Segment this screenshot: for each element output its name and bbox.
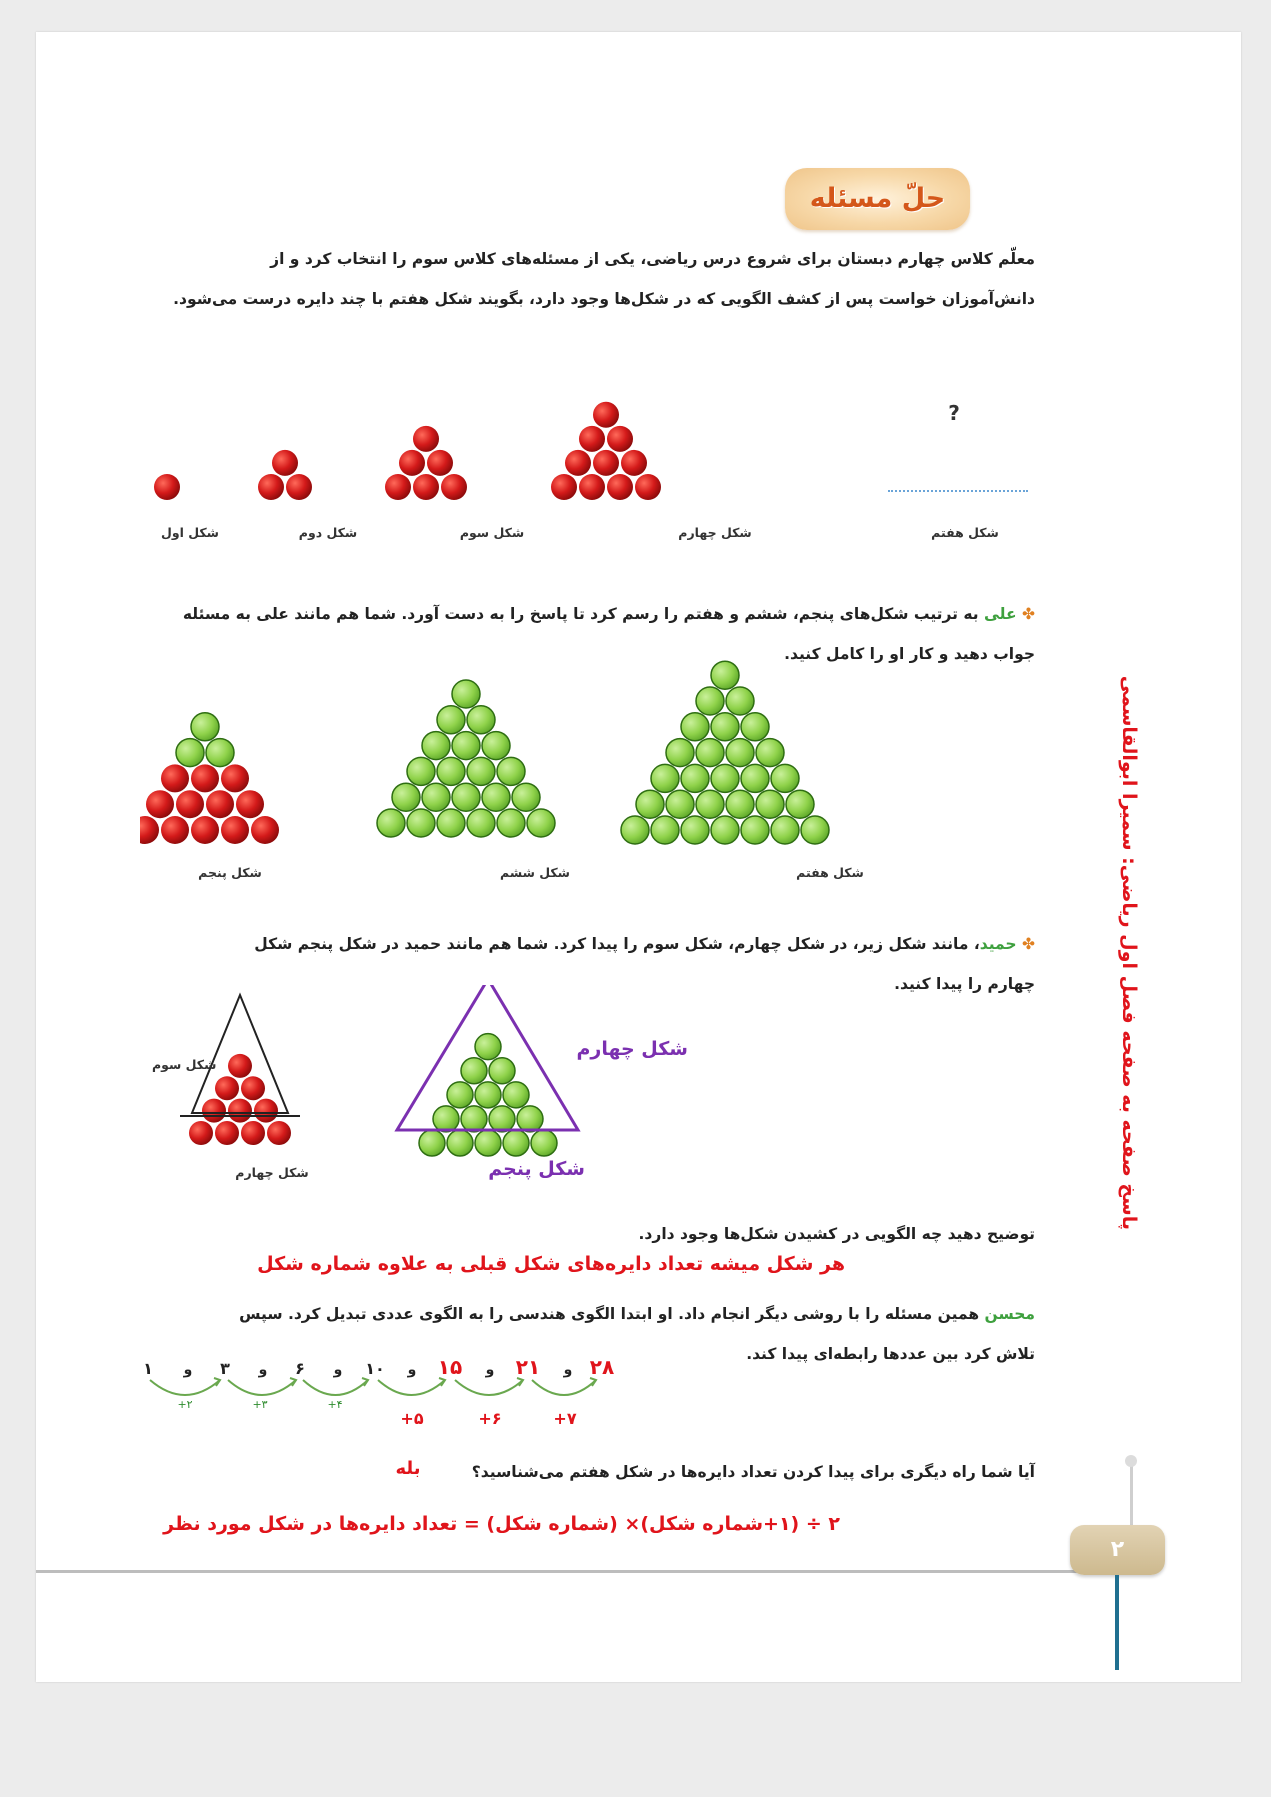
- green-circle: [475, 1082, 501, 1108]
- sequence-op: +۳: [252, 1398, 268, 1411]
- sequence-arc: [150, 1380, 220, 1395]
- green-circle: [741, 713, 769, 741]
- red-circle: [202, 1099, 226, 1123]
- green-circle: [711, 764, 739, 792]
- red-circle: [579, 426, 605, 452]
- bullet-icon: ✤: [1022, 935, 1035, 953]
- label-third-in-fourth: شکل سوم: [152, 1057, 217, 1072]
- intro-line-1: معلّم کلاس چهارم دبستان برای شروع درس ریاضی، یکی از مسئله‌های کلاس سوم را انتخاب کرد و از: [270, 250, 1035, 268]
- pattern-circle: [251, 816, 279, 844]
- green-circle: [711, 816, 739, 844]
- red-circle: [215, 1076, 239, 1100]
- red-circle: [385, 474, 411, 500]
- label-first-shape: شکل اول: [161, 525, 219, 540]
- handwritten-op: +۶: [478, 1409, 502, 1428]
- red-circle: [254, 1099, 278, 1123]
- red-circle: [272, 450, 298, 476]
- green-circle: [621, 816, 649, 844]
- red-circle: [565, 450, 591, 476]
- green-circle: [681, 816, 709, 844]
- green-circle: [801, 816, 829, 844]
- green-circle: [497, 809, 525, 837]
- sequence-op: +۲: [177, 1398, 193, 1411]
- label-third-shape: شکل سوم: [459, 525, 525, 540]
- pattern-row-3: [140, 985, 760, 1185]
- question-mark: ?: [948, 401, 960, 425]
- mohsen-line-1-text: همین مسئله را با روشی دیگر انجام داد. او ابتدا الگوی هندسی را به الگوی عددی تبدیل کرد. سپس: [239, 1305, 980, 1323]
- green-circle: [433, 1106, 459, 1132]
- handwritten-number: ۲۱: [515, 1358, 541, 1379]
- green-circle: [711, 661, 739, 689]
- green-circle: [461, 1106, 487, 1132]
- green-circle: [489, 1106, 515, 1132]
- green-circle: [503, 1082, 529, 1108]
- green-circle: [437, 809, 465, 837]
- green-circle: [771, 764, 799, 792]
- green-circle: [482, 732, 510, 760]
- red-circle: [228, 1099, 252, 1123]
- handwritten-number: ۱۵: [437, 1358, 463, 1379]
- pattern-row-2: [140, 655, 960, 855]
- pattern-circle: [161, 816, 189, 844]
- formula-answer: ۲ ÷ (۱+شماره شکل)× (شماره شکل) = تعداد دایره‌ها در شکل مورد نظر: [163, 1513, 840, 1535]
- green-circle: [422, 732, 450, 760]
- green-circle: [726, 739, 754, 767]
- green-circle: [756, 790, 784, 818]
- green-circle: [452, 783, 480, 811]
- green-circle: [447, 1130, 473, 1156]
- sequence-separator: و: [183, 1362, 193, 1378]
- sequence-graphics: [143, 1358, 614, 1428]
- sequence-separator: و: [407, 1362, 417, 1378]
- green-circle: [489, 1058, 515, 1084]
- green-circle: [666, 790, 694, 818]
- bullet-icon: ✤: [1022, 605, 1035, 623]
- sequence-arc: [532, 1380, 596, 1395]
- green-circle: [651, 816, 679, 844]
- pattern-circle: [206, 790, 234, 818]
- explain-answer: هر شکل میشه تعداد دایره‌های شکل قبلی به علاوه شماره شکل: [257, 1253, 845, 1275]
- hamid-line-1: [135, 935, 1035, 953]
- green-circle: [681, 713, 709, 741]
- pattern-circle: [206, 739, 234, 767]
- green-circle: [437, 757, 465, 785]
- pattern-circle: [191, 816, 219, 844]
- label-fourth-outer: شکل چهارم: [235, 1165, 309, 1180]
- another-way-question: آیا شما راه دیگری برای پیدا کردن تعداد دایره‌ها در شکل هفتم می‌شناسید؟: [471, 1463, 1035, 1481]
- green-circle: [475, 1034, 501, 1060]
- red-circle: [413, 474, 439, 500]
- green-circle: [786, 790, 814, 818]
- green-circle: [696, 739, 724, 767]
- sequence-arc: [303, 1380, 368, 1395]
- green-circle: [681, 764, 709, 792]
- label-seventh-shape: شکل هفتم: [931, 525, 999, 540]
- sequence-arc: [455, 1380, 523, 1395]
- label-sixth-shape: شکل ششم: [500, 865, 570, 880]
- green-circle: [452, 680, 480, 708]
- pattern-circle: [140, 816, 159, 844]
- bottom-rule: [36, 1570, 1151, 1573]
- green-circle: [696, 790, 724, 818]
- row3-triangles: [180, 985, 578, 1156]
- hamid-line-2: چهارم را پیدا کنید.: [894, 975, 1035, 993]
- pattern-circle: [191, 713, 219, 741]
- sequence-separator: و: [485, 1362, 495, 1378]
- row1-triangles: [154, 402, 661, 500]
- red-circle: [635, 474, 661, 500]
- mohsen-line-1: [135, 1305, 1035, 1323]
- green-circle: [447, 1082, 473, 1108]
- pattern-circle: [191, 764, 219, 792]
- green-circle: [461, 1058, 487, 1084]
- section-title: حلّ مسئله: [809, 183, 946, 214]
- green-circle: [497, 757, 525, 785]
- green-circle: [467, 706, 495, 734]
- handwritten-fifth-label: شکل پنجم: [488, 1158, 585, 1180]
- pattern-row-1: [130, 360, 1030, 530]
- sequence-number: ۱۰: [365, 1359, 385, 1378]
- page-tab-stem: [1130, 1460, 1133, 1530]
- red-circle: [621, 450, 647, 476]
- green-circle: [726, 790, 754, 818]
- pattern-circle: [176, 790, 204, 818]
- green-circle: [771, 816, 799, 844]
- green-circle: [517, 1106, 543, 1132]
- green-circle: [741, 816, 769, 844]
- label-second-shape: شکل دوم: [298, 525, 358, 540]
- pattern-circle: [221, 816, 249, 844]
- red-circle: [607, 426, 633, 452]
- green-circle: [475, 1130, 501, 1156]
- pattern-circle: [161, 764, 189, 792]
- red-circle: [399, 450, 425, 476]
- side-note: پاسخ صفحه به صفحه فصل اول ریاضی: سمیرا ابوالقاسمی: [1118, 675, 1140, 1230]
- pattern-circle: [146, 790, 174, 818]
- handwritten-op: +۷: [553, 1409, 577, 1428]
- page-tab-knob: [1125, 1455, 1137, 1467]
- green-circle: [437, 706, 465, 734]
- green-circle: [422, 783, 450, 811]
- label-seventh-shape-2: شکل هفتم: [796, 865, 864, 880]
- green-circle: [696, 687, 724, 715]
- red-circle: [441, 474, 467, 500]
- green-circle: [419, 1130, 445, 1156]
- page-tab-line: [1115, 1575, 1119, 1670]
- pattern-circle: [176, 739, 204, 767]
- pattern-circle: [221, 764, 249, 792]
- sequence-separator: و: [333, 1362, 343, 1378]
- sequence-separator: و: [258, 1362, 268, 1378]
- red-circle: [189, 1121, 213, 1145]
- red-circle: [267, 1121, 291, 1145]
- green-circle: [651, 764, 679, 792]
- ali-line-2: جواب دهید و کار او را کامل کنید.: [784, 645, 1035, 663]
- mohsen-name: محسن: [984, 1305, 1035, 1323]
- sequence-number: ۶: [295, 1359, 305, 1378]
- green-circle: [407, 809, 435, 837]
- red-circle: [241, 1121, 265, 1145]
- red-circle: [286, 474, 312, 500]
- row2-triangles: [140, 661, 829, 844]
- green-circle: [741, 764, 769, 792]
- red-circle: [241, 1076, 265, 1100]
- green-circle: [392, 783, 420, 811]
- sequence-separator: و: [563, 1362, 573, 1378]
- red-circle: [593, 402, 619, 428]
- red-circle: [427, 450, 453, 476]
- hamid-line-1-text: ، مانند شکل زیر، در شکل چهارم، شکل سوم را پیدا کرد. شما هم مانند حمید در شکل پنجم شکل: [254, 935, 980, 953]
- sequence-number: ۱: [143, 1359, 153, 1378]
- green-circle: [377, 809, 405, 837]
- green-circle: [452, 732, 480, 760]
- green-circle: [666, 739, 694, 767]
- red-circle: [413, 426, 439, 452]
- explain-question: توضیح دهید چه الگویی در کشیدن شکل‌ها وجود دارد.: [638, 1225, 1035, 1243]
- sequence-number: ۳: [220, 1359, 230, 1378]
- intro-line-2: دانش‌آموزان خواست پس از کشف الگویی که در شکل‌ها وجود دارد، بگویند شکل هفتم با چند دایره درست می‌شود.: [173, 290, 1035, 308]
- red-circle: [579, 474, 605, 500]
- red-circle: [607, 474, 633, 500]
- ali-name: علی: [983, 605, 1017, 623]
- handwritten-op: +۵: [400, 1409, 424, 1428]
- green-circle: [503, 1130, 529, 1156]
- mohsen-line-2: تلاش کرد بین عددها رابطه‌ای پیدا کند.: [746, 1345, 1035, 1363]
- green-circle: [636, 790, 664, 818]
- page-number: ۲: [1110, 1537, 1125, 1562]
- handwritten-number: ۲۸: [589, 1358, 615, 1379]
- red-circle: [154, 474, 180, 500]
- sequence-op: +۴: [327, 1398, 343, 1411]
- handwritten-fourth-label: شکل چهارم: [576, 1038, 688, 1060]
- label-fourth-shape: شکل چهارم: [678, 525, 752, 540]
- green-circle: [512, 783, 540, 811]
- green-circle: [531, 1130, 557, 1156]
- ali-line-1: [135, 605, 1035, 623]
- red-circle: [215, 1121, 239, 1145]
- green-circle: [527, 809, 555, 837]
- green-circle: [407, 757, 435, 785]
- sequence-arc: [378, 1380, 445, 1395]
- number-sequence: [140, 1358, 700, 1438]
- green-circle: [726, 687, 754, 715]
- green-circle: [711, 713, 739, 741]
- green-circle: [467, 809, 495, 837]
- red-circle: [258, 474, 284, 500]
- red-circle: [551, 474, 577, 500]
- pattern-circle: [236, 790, 264, 818]
- hamid-name: حمید: [979, 935, 1017, 953]
- label-fifth-shape: شکل پنجم: [198, 865, 262, 880]
- sequence-arc: [228, 1380, 296, 1395]
- answer-blank-line: [888, 490, 1028, 492]
- green-circle: [467, 757, 495, 785]
- green-circle: [756, 739, 784, 767]
- red-circle: [593, 450, 619, 476]
- green-circle: [482, 783, 510, 811]
- ali-line-1-text: به ترتیب شکل‌های پنجم، ششم و هفتم را رسم کرد تا پاسخ را به دست آورد. شما هم مانند علی به مسئله: [182, 605, 979, 623]
- another-way-answer: بله: [395, 1458, 421, 1479]
